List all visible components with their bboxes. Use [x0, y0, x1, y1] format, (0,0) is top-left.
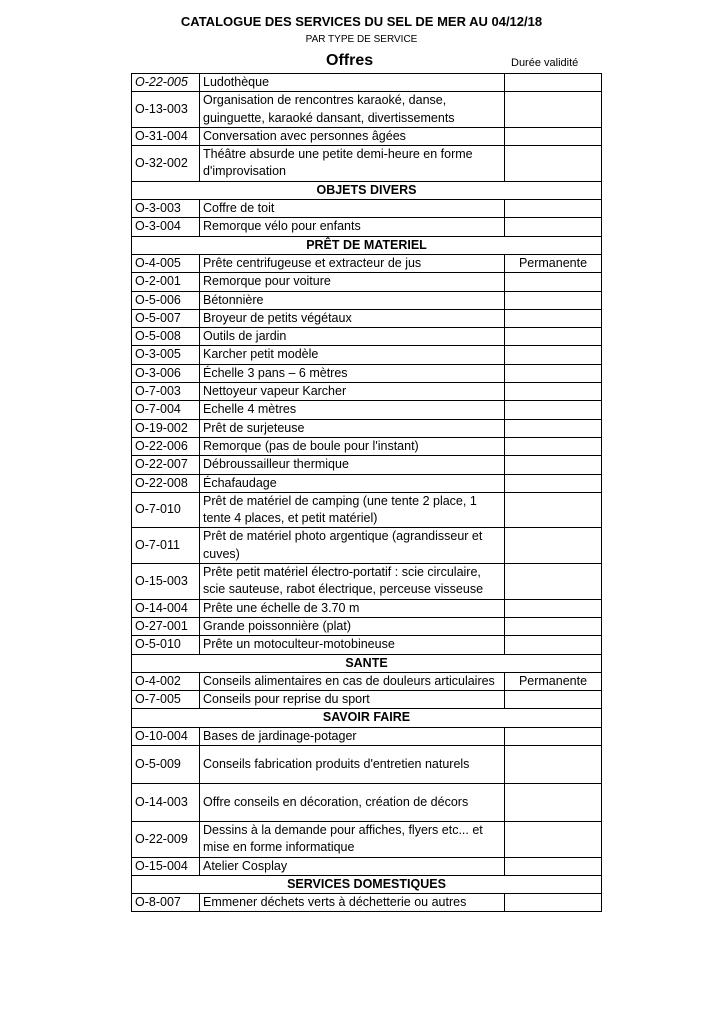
service-code: O-13-003 [132, 92, 200, 128]
service-description: Échelle 3 pans – 6 mètres [200, 364, 505, 382]
table-row [132, 672, 602, 690]
service-description: Echelle 4 mètres [200, 401, 505, 419]
table-row [132, 309, 602, 327]
table-row [132, 364, 602, 382]
service-description: Bases de jardinage-potager [200, 727, 505, 745]
service-description: Grande poissonnière (plat) [200, 617, 505, 635]
service-code: O-3-003 [132, 200, 200, 218]
validity-duration [505, 383, 602, 401]
validity-duration [505, 291, 602, 309]
section-header: SAVOIR FAIRE [132, 709, 602, 727]
service-code: O-32-002 [132, 146, 200, 182]
service-description: Prête petit matériel électro-portatif : scie circulaire, scie sauteuse, rabot électrique, perceuse visseuse [200, 564, 505, 600]
service-description: Karcher petit modèle [200, 346, 505, 364]
table-row [132, 528, 602, 564]
service-code: O-19-002 [132, 419, 200, 437]
service-description: Conversation avec personnes âgées [200, 127, 505, 145]
service-description: Offre conseils en décoration, création de décors [200, 783, 505, 821]
validity-duration [505, 564, 602, 600]
service-description: Prêt de surjeteuse [200, 419, 505, 437]
service-code: O-3-004 [132, 218, 200, 236]
service-description: Débroussailleur thermique [200, 456, 505, 474]
table-row [132, 564, 602, 600]
service-description: Ludothèque [200, 74, 505, 92]
service-description: Atelier Cosplay [200, 857, 505, 875]
table-row [132, 474, 602, 492]
section-header-row [132, 709, 602, 727]
table-row [132, 783, 602, 821]
service-code: O-3-005 [132, 346, 200, 364]
service-description: Théâtre absurde une petite demi-heure en forme d'improvisation [200, 146, 505, 182]
section-header: SANTE [132, 654, 602, 672]
service-code: O-7-003 [132, 383, 200, 401]
validity-duration [505, 599, 602, 617]
validity-duration [505, 74, 602, 92]
service-code: O-5-006 [132, 291, 200, 309]
service-code: O-5-007 [132, 309, 200, 327]
table-row [132, 254, 602, 272]
section-header: OBJETS DIVERS [132, 181, 602, 199]
service-description: Échafaudage [200, 474, 505, 492]
table-row [132, 821, 602, 857]
table-row [132, 617, 602, 635]
service-description: Prêt de matériel photo argentique (agrandisseur et cuves) [200, 528, 505, 564]
table-row [132, 636, 602, 654]
validity-duration [505, 617, 602, 635]
validity-duration [505, 127, 602, 145]
table-row [132, 691, 602, 709]
service-description: Outils de jardin [200, 328, 505, 346]
table-row [132, 456, 602, 474]
service-description: Nettoyeur vapeur Karcher [200, 383, 505, 401]
service-code: O-5-008 [132, 328, 200, 346]
section-header-row [132, 236, 602, 254]
section-header-row [132, 875, 602, 893]
validity-duration [505, 346, 602, 364]
table-row [132, 200, 602, 218]
table-row [132, 291, 602, 309]
service-description: Organisation de rencontres karaoké, danse, guinguette, karaoké dansant, divertissements [200, 92, 505, 128]
validity-duration [505, 474, 602, 492]
validity-duration [505, 309, 602, 327]
table-row [132, 727, 602, 745]
service-description: Dessins à la demande pour affiches, flyers etc... et mise en forme informatique [200, 821, 505, 857]
section-header: PRÊT DE MATERIEL [132, 236, 602, 254]
section-header: SERVICES DOMESTIQUES [132, 875, 602, 893]
validity-duration [505, 364, 602, 382]
service-code: O-8-007 [132, 894, 200, 912]
service-description: Remorque vélo pour enfants [200, 218, 505, 236]
validity-duration [505, 92, 602, 128]
validity-duration [505, 857, 602, 875]
table-row [132, 273, 602, 291]
service-code: O-15-003 [132, 564, 200, 600]
service-code: O-22-009 [132, 821, 200, 857]
table-row [132, 74, 602, 92]
service-code: O-27-001 [132, 617, 200, 635]
service-code: O-4-005 [132, 254, 200, 272]
validity-duration [505, 200, 602, 218]
service-description: Broyeur de petits végétaux [200, 309, 505, 327]
validity-duration: Permanente [505, 254, 602, 272]
service-description: Bétonnière [200, 291, 505, 309]
service-code: O-4-002 [132, 672, 200, 690]
catalogue-title: CATALOGUE DES SERVICES DU SEL DE MER AU 04/12/18 [180, 14, 543, 29]
table-row [132, 857, 602, 875]
validity-duration [505, 894, 602, 912]
offres-heading: Offres [326, 52, 374, 69]
table-row [132, 346, 602, 364]
service-description: Conseils alimentaires en cas de douleurs articulaires [200, 672, 505, 690]
service-description: Coffre de toit [200, 200, 505, 218]
service-description: Prête une échelle de 3.70 m [200, 599, 505, 617]
table-row [132, 146, 602, 182]
service-code: O-22-007 [132, 456, 200, 474]
validity-duration [505, 691, 602, 709]
table-row [132, 92, 602, 128]
service-code: O-22-005 [132, 74, 200, 92]
validity-duration [505, 419, 602, 437]
table-row [132, 328, 602, 346]
validity-duration: Permanente [505, 672, 602, 690]
section-header-row [132, 181, 602, 199]
service-code: O-31-004 [132, 127, 200, 145]
service-code: O-14-003 [132, 783, 200, 821]
services-table [131, 73, 602, 912]
service-code: O-3-006 [132, 364, 200, 382]
table-row [132, 894, 602, 912]
validity-duration [505, 783, 602, 821]
validity-duration [505, 328, 602, 346]
table-row [132, 419, 602, 437]
validity-duration [505, 636, 602, 654]
service-code: O-7-004 [132, 401, 200, 419]
table-row [132, 127, 602, 145]
service-code: O-14-004 [132, 599, 200, 617]
service-description: Prête centrifugeuse et extracteur de jus [200, 254, 505, 272]
validity-duration [505, 727, 602, 745]
table-row [132, 599, 602, 617]
service-description: Conseils fabrication produits d'entretien naturels [200, 745, 505, 783]
validity-duration [505, 273, 602, 291]
service-code: O-2-001 [132, 273, 200, 291]
service-description: Conseils pour reprise du sport [200, 691, 505, 709]
validity-duration [505, 492, 602, 528]
service-code: O-7-011 [132, 528, 200, 564]
service-description: Remorque (pas de boule pour l'instant) [200, 437, 505, 455]
validity-duration [505, 821, 602, 857]
table-row [132, 437, 602, 455]
service-description: Prêt de matériel de camping (une tente 2 place, 1 tente 4 places, et petit matériel) [200, 492, 505, 528]
table-row [132, 401, 602, 419]
service-code: O-7-005 [132, 691, 200, 709]
service-code: O-5-010 [132, 636, 200, 654]
service-code: O-15-004 [132, 857, 200, 875]
validity-duration [505, 401, 602, 419]
service-description: Prête un motoculteur-motobineuse [200, 636, 505, 654]
service-code: O-7-010 [132, 492, 200, 528]
table-row [132, 745, 602, 783]
service-code: O-10-004 [132, 727, 200, 745]
validity-column-header: Durée validité [511, 57, 579, 69]
validity-duration [505, 146, 602, 182]
validity-duration [505, 528, 602, 564]
service-code: O-22-006 [132, 437, 200, 455]
section-header-row [132, 654, 602, 672]
validity-duration [505, 437, 602, 455]
validity-duration [505, 456, 602, 474]
validity-duration [505, 745, 602, 783]
service-description: Remorque pour voiture [200, 273, 505, 291]
table-row [132, 383, 602, 401]
service-code: O-5-009 [132, 745, 200, 783]
service-description: Emmener déchets verts à déchetterie ou autres [200, 894, 505, 912]
catalogue-subtitle: PAR TYPE DE SERVICE [305, 34, 418, 45]
validity-duration [505, 218, 602, 236]
table-row [132, 218, 602, 236]
table-row [132, 492, 602, 528]
service-code: O-22-008 [132, 474, 200, 492]
